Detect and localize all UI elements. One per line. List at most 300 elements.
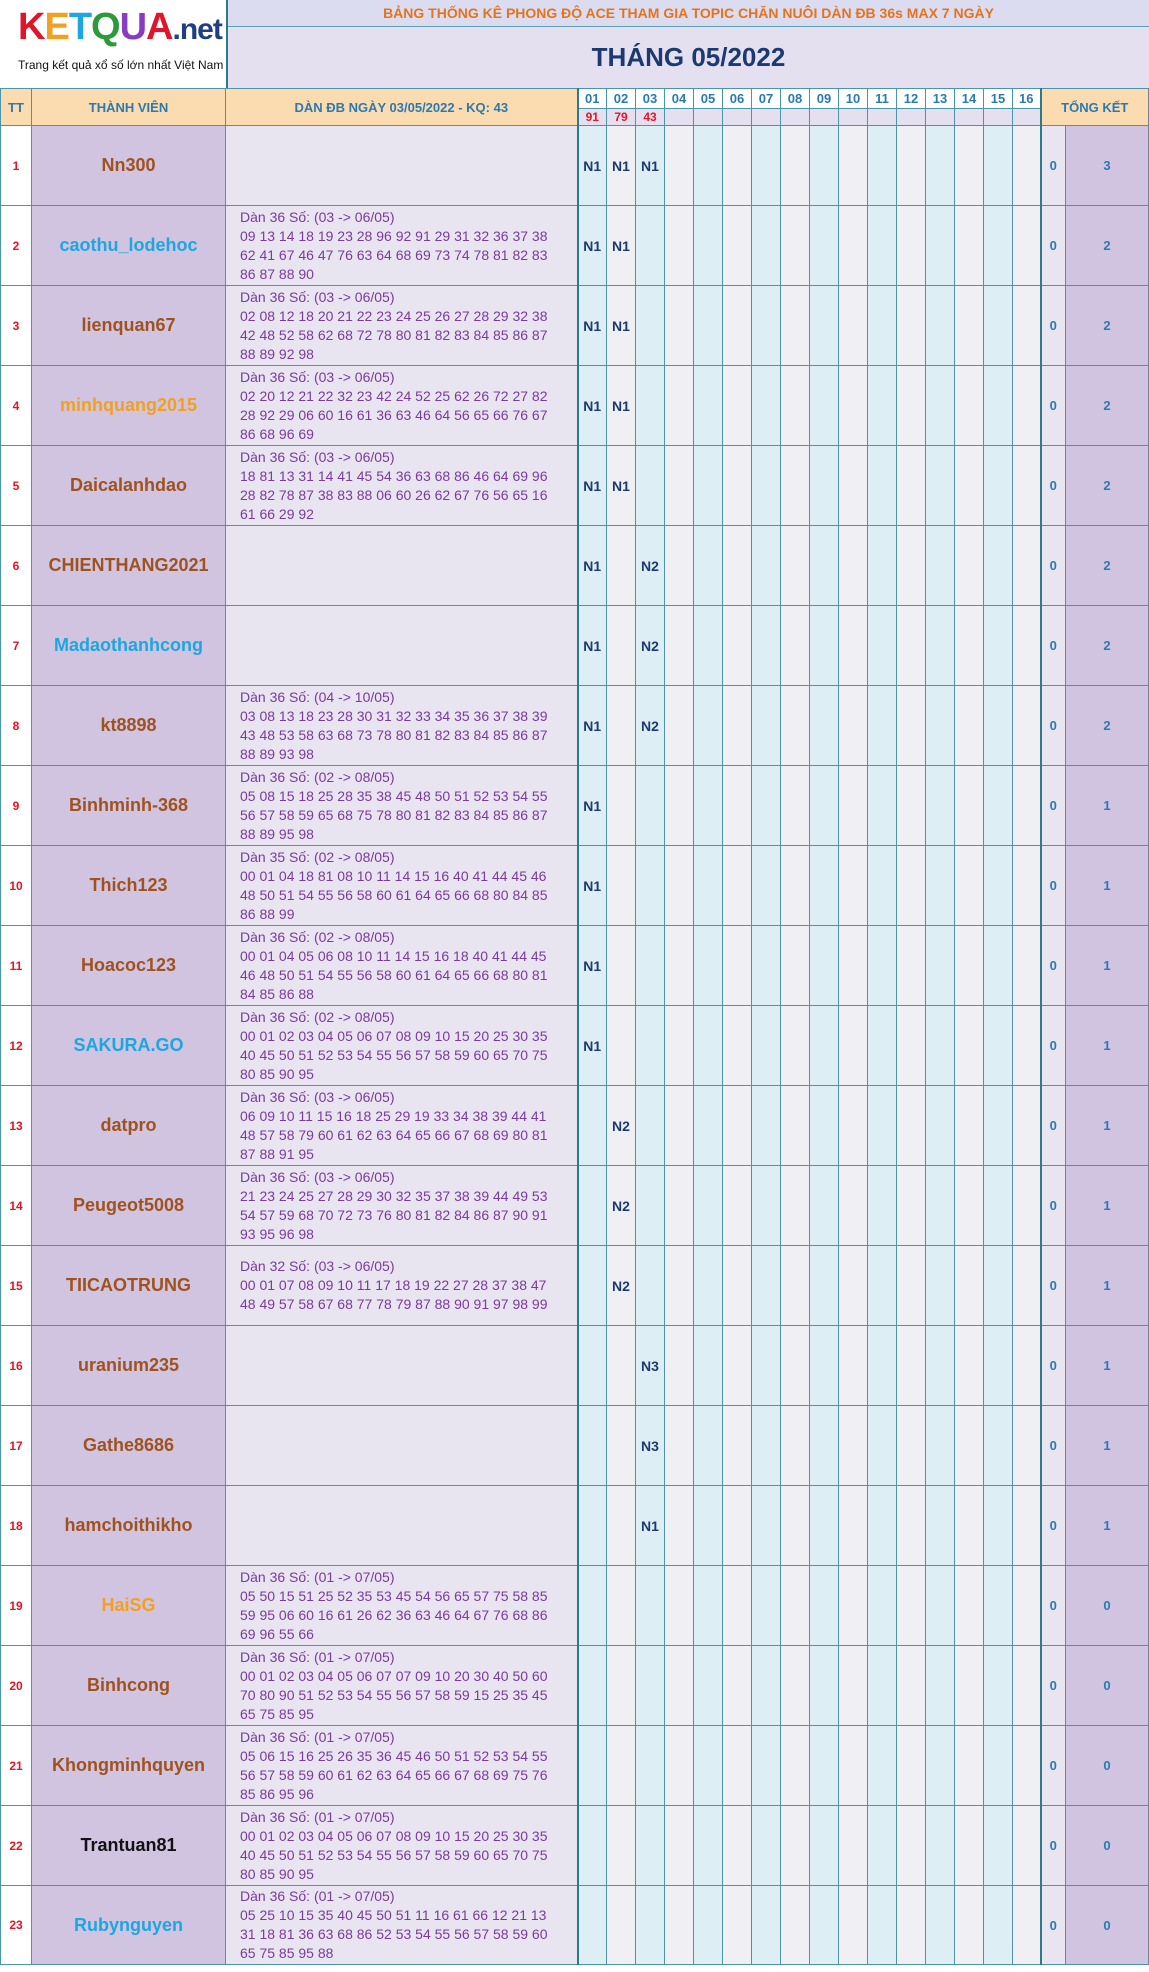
member-name[interactable]: Binhcong — [32, 1646, 226, 1726]
day-cell-01: N1 — [578, 606, 607, 686]
member-name[interactable]: datpro — [32, 1086, 226, 1166]
day-cell-10 — [839, 366, 868, 446]
dan-line: Dàn 36 Số: (01 -> 07/05) — [240, 1568, 395, 1585]
day-cell-16 — [1013, 1806, 1041, 1886]
row-number: 10 — [1, 846, 32, 926]
day-cell-03 — [636, 286, 665, 366]
day-cell-09 — [810, 1406, 839, 1486]
day-result-16 — [1013, 109, 1041, 126]
dan-line: Dàn 36 Số: (03 -> 06/05) — [240, 448, 395, 465]
day-cell-05 — [694, 1086, 723, 1166]
day-cell-04 — [665, 1086, 694, 1166]
member-name[interactable]: Gathe8686 — [32, 1406, 226, 1486]
day-cell-03 — [636, 1086, 665, 1166]
member-name[interactable]: hamchoithikho — [32, 1486, 226, 1566]
day-cell-06 — [723, 1806, 752, 1886]
table-row — [1, 1886, 1149, 1965]
day-cell-15 — [984, 1486, 1013, 1566]
day-cell-01: N1 — [578, 206, 607, 286]
day-cell-01: N1 — [578, 1006, 607, 1086]
row-number: 14 — [1, 1166, 32, 1246]
day-header-02: 02 — [607, 89, 636, 109]
day-cell-10 — [839, 1726, 868, 1806]
day-cell-11 — [868, 846, 897, 926]
dan-numbers — [226, 1566, 578, 1646]
member-name[interactable]: Rubynguyen — [32, 1886, 226, 1965]
day-cell-13 — [926, 766, 955, 846]
dan-line: 70 80 90 51 52 53 54 55 56 57 58 59 15 25 35 45 — [240, 1686, 548, 1703]
table-row — [1, 1086, 1149, 1166]
day-cell-09 — [810, 286, 839, 366]
total-hit: 2 — [1066, 526, 1149, 606]
member-name[interactable]: CHIENTHANG2021 — [32, 526, 226, 606]
dan-line: 56 57 58 59 60 61 62 63 64 65 66 67 68 69 75 76 — [240, 1766, 548, 1783]
day-cell-01: N1 — [578, 366, 607, 446]
total-miss: 0 — [1041, 526, 1066, 606]
day-cell-01 — [578, 1166, 607, 1246]
day-cell-06 — [723, 766, 752, 846]
total-hit: 2 — [1066, 606, 1149, 686]
dan-line: 93 95 96 98 — [240, 1225, 314, 1242]
total-hit: 1 — [1066, 1166, 1149, 1246]
day-cell-11 — [868, 1486, 897, 1566]
dan-line: 00 01 07 08 09 10 11 17 18 19 22 27 28 37 38 47 — [240, 1277, 547, 1293]
total-miss: 0 — [1041, 1006, 1066, 1086]
day-header-04: 04 — [665, 89, 694, 109]
day-cell-11 — [868, 1886, 897, 1965]
day-cell-02: N2 — [607, 1166, 636, 1246]
logo-letter: E — [44, 6, 69, 48]
day-cell-09 — [810, 606, 839, 686]
total-hit: 1 — [1066, 1326, 1149, 1406]
total-hit: 1 — [1066, 1246, 1149, 1326]
day-cell-09 — [810, 766, 839, 846]
table-row — [1, 1406, 1149, 1486]
dan-line: Dàn 36 Số: (03 -> 06/05) — [240, 1168, 395, 1185]
day-result-06 — [723, 109, 752, 126]
day-cell-15 — [984, 1806, 1013, 1886]
member-name[interactable]: Madaothanhcong — [32, 606, 226, 686]
day-cell-07 — [752, 1566, 781, 1646]
day-cell-14 — [955, 1006, 984, 1086]
day-cell-01 — [578, 1566, 607, 1646]
day-cell-04 — [665, 606, 694, 686]
day-cell-15 — [984, 686, 1013, 766]
day-cell-11 — [868, 686, 897, 766]
day-cell-07 — [752, 846, 781, 926]
day-cell-01 — [578, 1486, 607, 1566]
member-name[interactable]: TIICAOTRUNG — [32, 1246, 226, 1326]
day-cell-03 — [636, 1806, 665, 1886]
member-name[interactable]: lienquan67 — [32, 286, 226, 366]
day-result-12 — [897, 109, 926, 126]
day-cell-12 — [897, 686, 926, 766]
day-cell-11 — [868, 1086, 897, 1166]
day-cell-09 — [810, 686, 839, 766]
day-cell-08 — [781, 926, 810, 1006]
day-cell-02 — [607, 1646, 636, 1726]
day-cell-01: N1 — [578, 446, 607, 526]
dan-line: 40 45 50 51 52 53 54 55 56 57 58 59 60 65 70 75 — [240, 1046, 548, 1063]
day-cell-10 — [839, 926, 868, 1006]
total-hit: 1 — [1066, 1006, 1149, 1086]
total-miss: 0 — [1041, 1566, 1066, 1646]
total-miss: 0 — [1041, 206, 1066, 286]
day-cell-08 — [781, 366, 810, 446]
day-cell-04 — [665, 206, 694, 286]
day-cell-11 — [868, 1406, 897, 1486]
member-name[interactable]: HaiSG — [32, 1566, 226, 1646]
total-hit: 0 — [1066, 1646, 1149, 1726]
member-name[interactable]: minhquang2015 — [32, 366, 226, 446]
day-cell-03 — [636, 1886, 665, 1965]
day-cell-14 — [955, 1086, 984, 1166]
logo-letter: A — [146, 6, 173, 48]
day-cell-08 — [781, 606, 810, 686]
member-name[interactable]: Thich123 — [32, 846, 226, 926]
dan-line: Dàn 35 Số: (02 -> 08/05) — [240, 848, 395, 865]
member-name[interactable]: Peugeot5008 — [32, 1166, 226, 1246]
dan-numbers — [226, 366, 578, 446]
member-name[interactable]: caothu_lodehoc — [32, 206, 226, 286]
dan-line: 40 45 50 51 52 53 54 55 56 57 58 59 60 65 70 75 — [240, 1846, 548, 1863]
day-result-02: 79 — [607, 109, 636, 126]
day-cell-12 — [897, 926, 926, 1006]
day-cell-14 — [955, 1566, 984, 1646]
day-cell-11 — [868, 126, 897, 206]
member-name[interactable]: kt8898 — [32, 686, 226, 766]
day-cell-13 — [926, 286, 955, 366]
day-cell-03 — [636, 206, 665, 286]
day-cell-02 — [607, 1726, 636, 1806]
day-cell-04 — [665, 1886, 694, 1965]
member-name[interactable]: Hoacoc123 — [32, 926, 226, 1006]
logo-brand — [18, 6, 222, 49]
day-cell-03 — [636, 1646, 665, 1726]
day-cell-12 — [897, 1726, 926, 1806]
member-name[interactable]: SAKURA.GO — [32, 1006, 226, 1086]
logo-letter: Q — [91, 6, 120, 48]
day-cell-07 — [752, 206, 781, 286]
day-cell-14 — [955, 526, 984, 606]
dan-numbers — [226, 1486, 578, 1566]
day-cell-06 — [723, 526, 752, 606]
day-cell-01 — [578, 1806, 607, 1886]
day-cell-10 — [839, 1646, 868, 1726]
day-cell-15 — [984, 926, 1013, 1006]
day-cell-13 — [926, 126, 955, 206]
day-cell-09 — [810, 1726, 839, 1806]
day-cell-16 — [1013, 926, 1041, 1006]
day-cell-05 — [694, 686, 723, 766]
day-result-03: 43 — [636, 109, 665, 126]
dan-line: 02 20 12 21 22 32 23 42 24 52 25 62 26 72 27 82 — [240, 387, 548, 404]
day-cell-11 — [868, 606, 897, 686]
day-cell-14 — [955, 366, 984, 446]
day-cell-05 — [694, 1806, 723, 1886]
member-name[interactable]: Binhminh-368 — [32, 766, 226, 846]
day-cell-07 — [752, 766, 781, 846]
row-number: 20 — [1, 1646, 32, 1726]
dan-line: 00 01 04 05 06 08 10 11 14 15 16 18 40 41 44 45 — [240, 947, 547, 964]
total-miss: 0 — [1041, 1406, 1066, 1486]
day-cell-08 — [781, 1406, 810, 1486]
day-cell-01 — [578, 1086, 607, 1166]
total-miss: 0 — [1041, 1246, 1066, 1326]
day-cell-12 — [897, 1166, 926, 1246]
day-cell-16 — [1013, 686, 1041, 766]
day-cell-05 — [694, 926, 723, 1006]
day-result-07 — [752, 109, 781, 126]
day-cell-06 — [723, 686, 752, 766]
day-cell-11 — [868, 1246, 897, 1326]
day-cell-10 — [839, 1806, 868, 1886]
row-number: 4 — [1, 366, 32, 446]
day-cell-16 — [1013, 1646, 1041, 1726]
table-row — [1, 206, 1149, 286]
day-cell-13 — [926, 1406, 955, 1486]
member-name[interactable]: uranium235 — [32, 1326, 226, 1406]
total-miss: 0 — [1041, 1326, 1066, 1406]
day-cell-07 — [752, 1886, 781, 1965]
day-cell-13 — [926, 1326, 955, 1406]
day-header-15: 15 — [984, 89, 1013, 109]
day-cell-03 — [636, 1566, 665, 1646]
day-cell-16 — [1013, 1726, 1041, 1806]
day-cell-05 — [694, 1886, 723, 1965]
day-cell-02 — [607, 686, 636, 766]
day-cell-01: N1 — [578, 766, 607, 846]
day-cell-14 — [955, 606, 984, 686]
day-cell-13 — [926, 446, 955, 526]
row-number: 9 — [1, 766, 32, 846]
dan-line: 59 95 06 60 16 61 26 62 36 63 46 64 67 76 68 86 — [240, 1606, 548, 1623]
day-cell-14 — [955, 446, 984, 526]
table-row — [1, 766, 1149, 846]
day-cell-08 — [781, 1326, 810, 1406]
day-cell-03: N2 — [636, 686, 665, 766]
day-cell-16 — [1013, 1886, 1041, 1965]
day-cell-08 — [781, 126, 810, 206]
day-cell-04 — [665, 1566, 694, 1646]
day-cell-10 — [839, 1246, 868, 1326]
dan-line: 18 81 13 31 14 41 45 54 36 63 68 86 46 64 69 96 — [240, 467, 548, 484]
day-cell-15 — [984, 1406, 1013, 1486]
day-cell-14 — [955, 1886, 984, 1965]
day-cell-05 — [694, 526, 723, 606]
day-cell-05 — [694, 1006, 723, 1086]
day-cell-01 — [578, 1326, 607, 1406]
day-cell-02: N1 — [607, 286, 636, 366]
day-cell-07 — [752, 1406, 781, 1486]
total-miss: 0 — [1041, 606, 1066, 686]
day-cell-02 — [607, 766, 636, 846]
table-row — [1, 1486, 1149, 1566]
row-number: 23 — [1, 1886, 32, 1965]
day-cell-16 — [1013, 846, 1041, 926]
day-cell-11 — [868, 1726, 897, 1806]
member-name[interactable]: Nn300 — [32, 126, 226, 206]
day-cell-12 — [897, 526, 926, 606]
day-cell-05 — [694, 206, 723, 286]
day-cell-04 — [665, 1166, 694, 1246]
dan-line: 48 49 57 58 67 68 77 78 79 87 88 90 91 97 98 99 — [240, 1296, 548, 1312]
day-cell-10 — [839, 1326, 868, 1406]
day-header-09: 09 — [810, 89, 839, 109]
day-cell-01 — [578, 1886, 607, 1965]
member-name[interactable]: Trantuan81 — [32, 1806, 226, 1886]
total-hit: 3 — [1066, 126, 1149, 206]
day-cell-05 — [694, 1726, 723, 1806]
day-cell-12 — [897, 1486, 926, 1566]
row-number: 19 — [1, 1566, 32, 1646]
dan-line: 00 01 02 03 04 05 06 07 08 09 10 15 20 25 30 35 — [240, 1027, 548, 1044]
day-cell-09 — [810, 1166, 839, 1246]
dan-numbers — [226, 1086, 578, 1166]
total-miss: 0 — [1041, 926, 1066, 1006]
day-cell-07 — [752, 1726, 781, 1806]
day-cell-03 — [636, 1166, 665, 1246]
day-cell-06 — [723, 1726, 752, 1806]
day-cell-11 — [868, 766, 897, 846]
day-cell-10 — [839, 526, 868, 606]
dan-line: 00 01 04 18 81 08 10 11 14 15 16 40 41 44 45 46 — [240, 867, 547, 884]
day-cell-05 — [694, 766, 723, 846]
day-cell-06 — [723, 1406, 752, 1486]
day-cell-16 — [1013, 526, 1041, 606]
total-miss: 0 — [1041, 446, 1066, 526]
day-cell-12 — [897, 1566, 926, 1646]
table-row — [1, 1806, 1149, 1886]
day-cell-04 — [665, 366, 694, 446]
dan-line: 28 82 78 87 38 83 88 06 60 26 62 67 76 56 65 16 — [240, 486, 548, 503]
day-cell-06 — [723, 1006, 752, 1086]
day-cell-15 — [984, 1726, 1013, 1806]
day-cell-04 — [665, 286, 694, 366]
day-cell-12 — [897, 1326, 926, 1406]
day-cell-08 — [781, 1886, 810, 1965]
day-cell-03 — [636, 846, 665, 926]
logo-brand-letters — [18, 6, 173, 49]
day-cell-04 — [665, 686, 694, 766]
day-cell-02 — [607, 526, 636, 606]
logo-domain: .net — [172, 13, 222, 46]
dan-numbers — [226, 1886, 578, 1965]
day-cell-11 — [868, 1806, 897, 1886]
day-cell-12 — [897, 446, 926, 526]
row-number: 13 — [1, 1086, 32, 1166]
dan-numbers — [226, 1326, 578, 1406]
dan-line: 06 09 10 11 15 16 18 25 29 19 33 34 38 39 44 41 — [240, 1107, 547, 1124]
day-cell-16 — [1013, 1246, 1041, 1326]
day-cell-13 — [926, 1566, 955, 1646]
total-miss: 0 — [1041, 766, 1066, 846]
day-result-10 — [839, 109, 868, 126]
day-cell-06 — [723, 286, 752, 366]
day-cell-09 — [810, 206, 839, 286]
table-row — [1, 1326, 1149, 1406]
row-number: 3 — [1, 286, 32, 366]
member-name[interactable]: Daicalanhdao — [32, 446, 226, 526]
day-cell-08 — [781, 1086, 810, 1166]
table-row — [1, 526, 1149, 606]
dan-numbers — [226, 206, 578, 286]
day-cell-08 — [781, 286, 810, 366]
day-cell-06 — [723, 1886, 752, 1965]
day-cell-13 — [926, 1086, 955, 1166]
day-cell-09 — [810, 846, 839, 926]
total-hit: 2 — [1066, 366, 1149, 446]
dan-line: Dàn 32 Số: (03 -> 06/05) — [240, 1258, 395, 1274]
day-cell-14 — [955, 1406, 984, 1486]
day-cell-11 — [868, 1566, 897, 1646]
dan-line: 03 08 13 18 23 28 30 31 32 33 34 35 36 37 38 39 — [240, 707, 548, 724]
dan-line: Dàn 36 Số: (01 -> 07/05) — [240, 1808, 395, 1825]
day-cell-09 — [810, 446, 839, 526]
dan-line: 48 57 58 79 60 61 62 63 64 65 66 67 68 69 80 81 — [240, 1126, 548, 1143]
logo-letter: T — [68, 6, 92, 48]
day-cell-06 — [723, 126, 752, 206]
dan-line: 88 89 93 98 — [240, 745, 314, 762]
day-header-05: 05 — [694, 89, 723, 109]
member-name[interactable]: Khongminhquyen — [32, 1726, 226, 1806]
day-cell-14 — [955, 286, 984, 366]
day-cell-07 — [752, 446, 781, 526]
day-cell-02: N2 — [607, 1246, 636, 1326]
day-cell-03 — [636, 366, 665, 446]
dan-line: 05 06 15 16 25 26 35 36 45 46 50 51 52 53 54 55 — [240, 1747, 548, 1764]
day-cell-04 — [665, 446, 694, 526]
table-row — [1, 1006, 1149, 1086]
day-cell-04 — [665, 1486, 694, 1566]
day-cell-08 — [781, 1566, 810, 1646]
dan-line: 00 01 02 03 04 05 06 07 08 09 10 15 20 25 30 35 — [240, 1827, 548, 1844]
day-cell-06 — [723, 366, 752, 446]
total-miss: 0 — [1041, 1086, 1066, 1166]
total-hit: 2 — [1066, 686, 1149, 766]
logo-letter: U — [119, 6, 147, 48]
day-cell-09 — [810, 1086, 839, 1166]
dan-line: Dàn 36 Số: (03 -> 06/05) — [240, 288, 395, 305]
ketqua-logo[interactable] — [0, 0, 228, 88]
day-cell-11 — [868, 1646, 897, 1726]
day-cell-10 — [839, 446, 868, 526]
day-cell-14 — [955, 1166, 984, 1246]
total-miss: 0 — [1041, 686, 1066, 766]
logo-letter: K — [18, 6, 45, 48]
day-cell-07 — [752, 1486, 781, 1566]
day-cell-15 — [984, 126, 1013, 206]
day-header-10: 10 — [839, 89, 868, 109]
dan-line: Dàn 36 Số: (04 -> 10/05) — [240, 688, 395, 705]
day-cell-14 — [955, 126, 984, 206]
total-miss: 0 — [1041, 1886, 1066, 1965]
day-cell-16 — [1013, 366, 1041, 446]
day-cell-07 — [752, 606, 781, 686]
day-cell-10 — [839, 686, 868, 766]
day-cell-09 — [810, 1006, 839, 1086]
column-header-dan: DÀN ĐB NGÀY 03/05/2022 - KQ: 43 — [226, 89, 578, 126]
total-hit: 1 — [1066, 1406, 1149, 1486]
dan-line: Dàn 36 Số: (01 -> 07/05) — [240, 1888, 395, 1904]
dan-line: 80 85 90 95 — [240, 1065, 314, 1082]
table-row — [1, 286, 1149, 366]
day-cell-14 — [955, 766, 984, 846]
total-hit: 2 — [1066, 206, 1149, 286]
day-cell-16 — [1013, 206, 1041, 286]
dan-line: 65 75 85 95 — [240, 1705, 314, 1722]
logo-tagline: Trang kết quả xổ số lớn nhất Việt Nam — [18, 58, 224, 72]
